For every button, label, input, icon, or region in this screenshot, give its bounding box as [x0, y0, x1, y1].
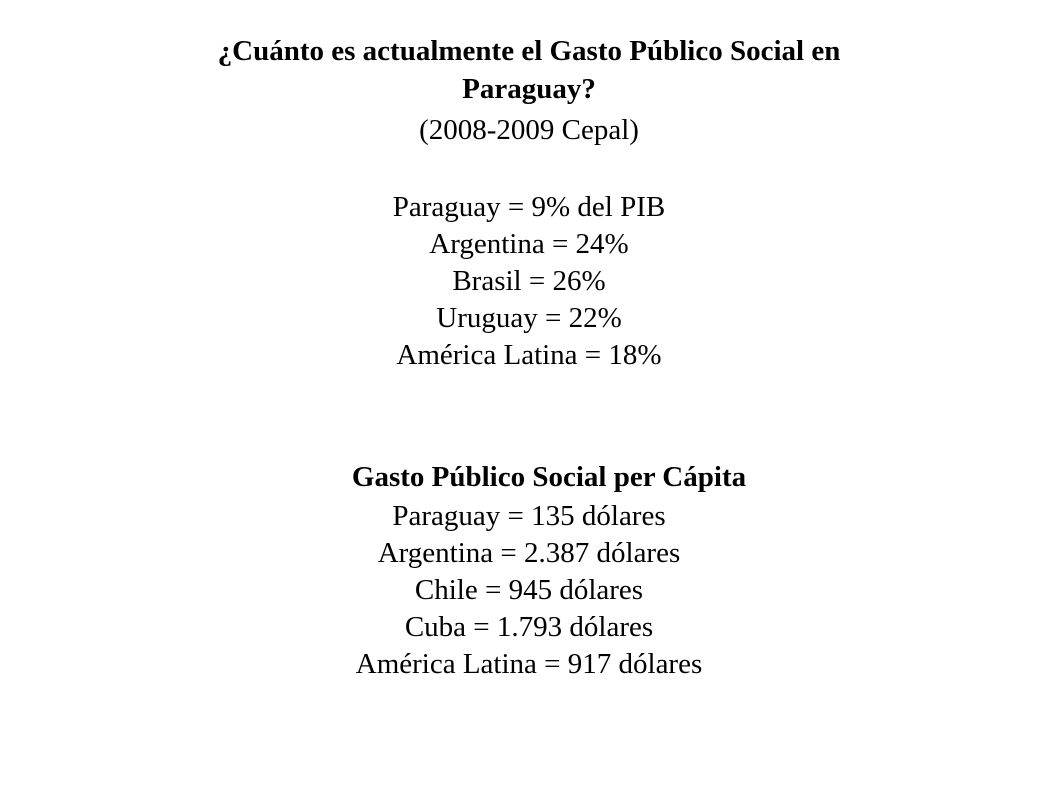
pib-percentage-list: [0, 189, 1058, 374]
per-capita-item-cuba: Cuba = 1.793 dólares: [404, 611, 654, 643]
per-capita-item-america-latina: América Latina = 917 dólares: [355, 648, 703, 680]
per-capita-item-paraguay: Paraguay = 135 dólares: [392, 500, 666, 532]
pib-item-uruguay: Uruguay = 22%: [436, 302, 622, 334]
slide-title: [0, 32, 1058, 108]
per-capita-item-argentina: Argentina = 2.387 dólares: [377, 537, 681, 569]
per-capita-heading: Gasto Público Social per Cápita: [351, 461, 747, 493]
per-capita-item-chile: Chile = 945 dólares: [414, 574, 644, 606]
source-subtitle: (2008-2009 Cepal): [419, 114, 639, 146]
title-line-1: ¿Cuánto es actualmente el Gasto Público Social en: [217, 35, 841, 67]
pib-item-argentina: Argentina = 24%: [429, 228, 629, 260]
pib-item-america-latina: América Latina = 18%: [396, 339, 662, 371]
title-line-2: Paraguay?: [462, 73, 596, 105]
pib-item-paraguay: Paraguay = 9% del PIB: [392, 191, 666, 223]
pib-item-brasil: Brasil = 26%: [452, 265, 606, 297]
per-capita-list: [0, 498, 1058, 683]
